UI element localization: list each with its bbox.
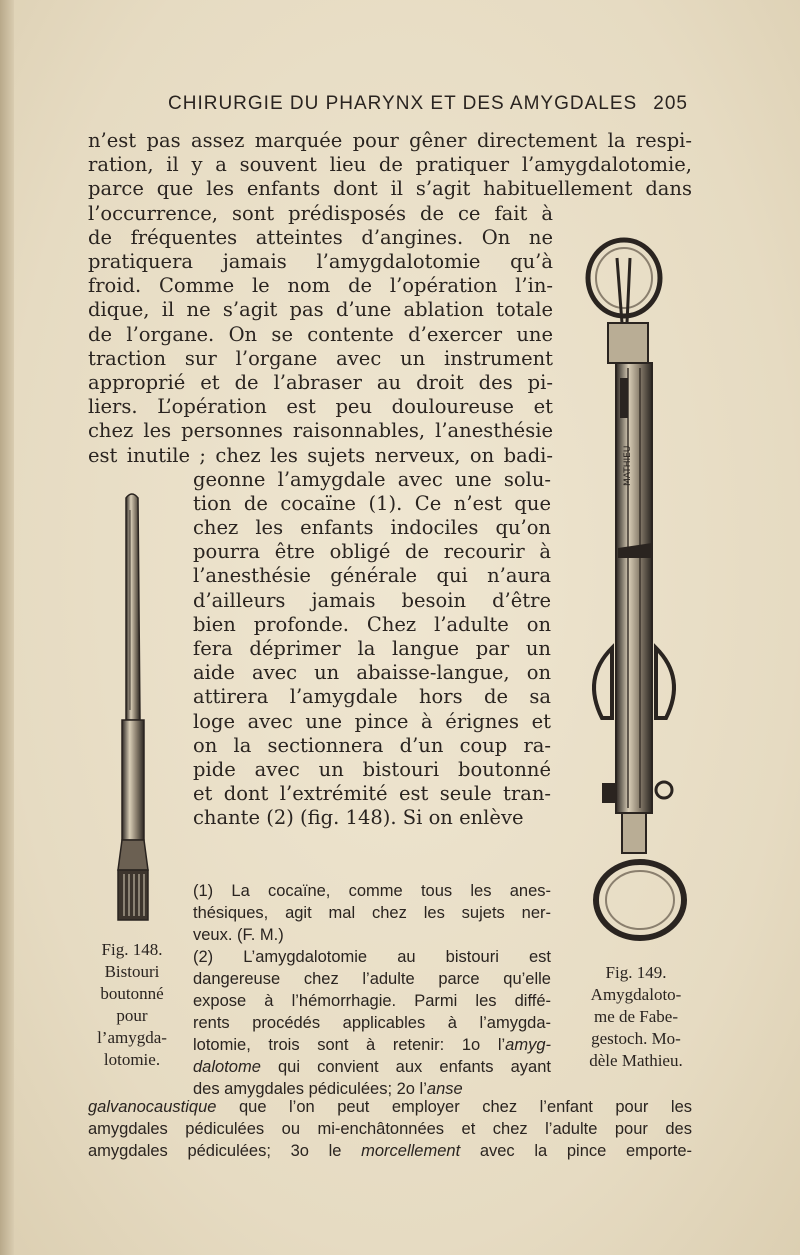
body-line: de fréquentes atteintes d’angines. On ne <box>88 226 553 249</box>
body-line: ration, il y a souvent lieu de pratiquer l’amygdalotomie, <box>88 153 692 176</box>
caption-line: lotomie. <box>103 1050 161 1069</box>
body-line: l’anesthésie générale qui n’aura <box>193 564 551 587</box>
body-line: n’est pas assez marquée pour gêner directement la respi- <box>88 129 692 152</box>
body-line: pide avec un bistouri boutonné <box>193 758 551 781</box>
fig149-caption <box>574 962 698 1072</box>
caption-line: Fig. 149. <box>605 963 667 982</box>
footnote-line: dangereuse chez l’adulte parce qu’elle <box>193 970 551 988</box>
body-line: approprié et de l’abraser au droit des pi- <box>88 371 553 394</box>
page-edge <box>0 0 14 1255</box>
footnote-line: veux. (F. M.) <box>193 926 284 944</box>
blade <box>126 494 140 720</box>
body-line: de l’organe. On se contente d’exercer une <box>88 323 553 346</box>
body-line: fera déprimer la langue par un <box>193 637 551 660</box>
body-line: attirera l’amygdale hors de sa <box>193 685 551 708</box>
bottom-ring <box>596 862 684 938</box>
body-line: tion de cocaïne (1). Ce n’est que <box>193 492 551 515</box>
body-line: pourra être obligé de recourir à <box>193 540 551 563</box>
footnote-line: (2) L’amygdalotomie au bistouri est <box>193 948 551 966</box>
body-line: froid. Comme le nom de l’opération l’in- <box>88 274 553 297</box>
caption-line: me de Fabe- <box>593 1007 679 1026</box>
body-line: on la sectionnera d’un coup ra- <box>193 734 551 757</box>
shank <box>122 720 144 840</box>
body-line: chante (2) (fig. 148). Si on enlève <box>193 806 524 829</box>
caption-line: Fig. 148. <box>101 940 163 959</box>
caption-line: gestoch. Mo- <box>591 1029 681 1048</box>
footnote-line: (1) La cocaïne, comme tous les anes- <box>193 882 551 900</box>
top-ring <box>588 240 660 316</box>
caption-line: dèle Mathieu. <box>589 1051 683 1070</box>
side-ring-right <box>656 648 674 718</box>
body-line: est inutile ; chez les sujets nerveux, on badi- <box>88 444 553 467</box>
footnote-line: amygdales pédiculées ou mi-enchâtonnées et chez l’adulte pour des <box>88 1120 692 1138</box>
body-line: dique, il ne s’agit pas d’une ablation totale <box>88 298 553 321</box>
bistouri-illustration <box>112 490 162 930</box>
caption-line: Bistouri <box>104 962 160 981</box>
screw <box>656 782 672 798</box>
amygdalotome-illustration <box>572 228 692 948</box>
footnote-line: galvanocaustique que l’on peut employer chez l’enfant pour les <box>88 1098 692 1116</box>
body-line: bien profonde. Chez l’adulte on <box>193 613 551 636</box>
footnote-line: rents procédés applicables à l’amygda- <box>193 1014 551 1032</box>
footnote-line: dalotome qui convient aux enfants ayant <box>193 1058 551 1076</box>
footnote-line: des amygdales pédiculées; 2o l’anse <box>193 1080 463 1098</box>
footnote-line: expose à l’hémorrhagie. Parmi les diffé- <box>193 992 551 1010</box>
body-line: et dont l’extrémité est seule tran- <box>193 782 551 805</box>
maker-mark: MATHIEU <box>623 445 633 486</box>
body-line: loge avec une pince à érignes et <box>193 710 551 733</box>
body-line: d’ailleurs jamais besoin d’être <box>193 589 551 612</box>
body-line: l’occurrence, sont prédisposés de ce fait à <box>88 202 553 225</box>
shaft <box>616 363 652 813</box>
footnote-line: lotomie, trois sont à retenir: 1o l’amyg- <box>193 1036 551 1054</box>
footnote-line: amygdales pédiculées; 3o le morcellement avec la pince emporte- <box>88 1142 692 1160</box>
body-line: liers. L’opération est peu douloureuse et <box>88 395 553 418</box>
body-line: chez les personnes raisonnables, l’anesthésie <box>88 419 553 442</box>
footnote-line: thésiques, agit mal chez les sujets ner- <box>193 904 551 922</box>
running-header <box>168 93 688 119</box>
body-line: aide avec un abaisse-langue, on <box>193 661 551 684</box>
body-line: parce que les enfants dont il s’agit habituellement dans <box>88 177 692 200</box>
caption-line: l’amygda- <box>97 1028 167 1047</box>
header-title: CHIRURGIE DU PHARYNX ET DES AMYGDALES <box>168 93 638 114</box>
fig148-caption <box>82 939 182 1071</box>
body-line: traction sur l’organe avec un instrument <box>88 347 553 370</box>
caption-line: Amygdaloto- <box>590 985 682 1004</box>
body-line: chez les enfants indociles qu’on <box>193 516 551 539</box>
side-ring-left <box>594 648 612 718</box>
caption-line: pour <box>116 1006 148 1025</box>
page-number: 205 <box>653 93 688 114</box>
body-line: pratiquera jamais l’amygdalotomie qu’à <box>88 250 553 273</box>
caption-line: boutonné <box>100 984 164 1003</box>
body-line: geonne l’amygdale avec une solu- <box>193 468 551 491</box>
